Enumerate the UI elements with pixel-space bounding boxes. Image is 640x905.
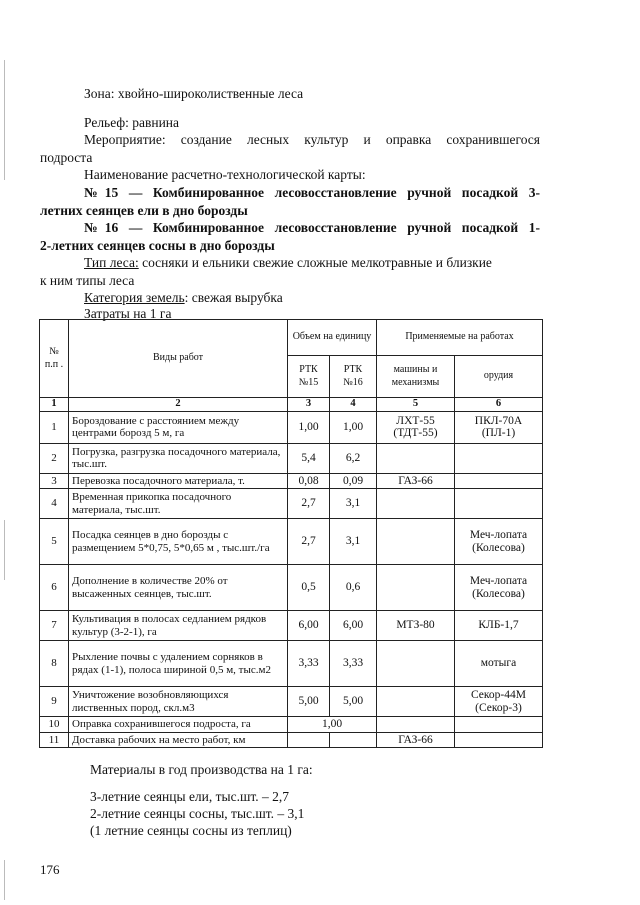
row-rtk16: 0,09	[330, 473, 377, 489]
table-row	[40, 519, 543, 565]
row-number: 10	[40, 717, 69, 733]
column-number-row	[40, 398, 543, 412]
table-row	[40, 443, 543, 473]
column-number: 2	[69, 398, 288, 412]
row-number: 6	[40, 565, 69, 611]
row-rtk15: 6,00	[288, 611, 330, 641]
row-rtk15	[288, 732, 330, 748]
row-tools: Меч-лопата (Колесова)	[455, 519, 543, 565]
header-rtk15: РТК №15	[288, 356, 330, 398]
row-work: Бороздование с расстоянием между центрами борозд 5 м, га	[69, 411, 288, 443]
row-rtk16: 6,2	[330, 443, 377, 473]
row-number: 3	[40, 473, 69, 489]
row-work: Доставка рабочих на место работ, км	[69, 732, 288, 748]
header-applied: Применяемые на работах	[377, 320, 543, 356]
scan-edge-mark	[4, 860, 5, 900]
row-rtk16: 1,00	[330, 411, 377, 443]
forest-type-line-1	[84, 254, 540, 271]
table-row	[40, 687, 543, 717]
row-rtk15: 5,4	[288, 443, 330, 473]
row-machines: МТЗ-80	[377, 611, 455, 641]
row-work: Перевозка посадочного материала, т.	[69, 473, 288, 489]
material-item: (1 летние сеянцы сосны из теплиц)	[90, 823, 292, 838]
row-number: 9	[40, 687, 69, 717]
row-work: Оправка сохранившегося подроста, га	[69, 717, 288, 733]
row-tools	[455, 443, 543, 473]
map16-line-2: 2-летних сеянцев сосны в дно борозды	[40, 238, 275, 253]
row-rtk16: 3,1	[330, 519, 377, 565]
scan-edge-mark	[4, 520, 5, 580]
row-rtk16: 5,00	[330, 687, 377, 717]
land-category-line	[84, 289, 283, 306]
row-rtk15: 0,08	[288, 473, 330, 489]
row-machines	[377, 519, 455, 565]
zone-line: Зона: хвойно-широколиственные леса	[84, 86, 304, 101]
map15-line-2: летних сеянцев ели в дно борозды	[40, 203, 248, 218]
measure-line-2: подроста	[40, 150, 93, 165]
row-work: Рыхление почвы с удалением сорняков в рядах (1-1), полоса шириной 0,5 м, тыс.м2	[69, 641, 288, 687]
row-volume-merged: 1,00	[288, 717, 377, 733]
map15-line-1: №15 — Комбинированное лесовосстановление ручной посадкой 3-	[84, 185, 540, 200]
column-number: 5	[377, 398, 455, 412]
row-tools: Секор-44М (Секор-3)	[455, 687, 543, 717]
row-rtk16: 0,6	[330, 565, 377, 611]
row-number: 7	[40, 611, 69, 641]
map16-line-1: №16 — Комбинированное лесовосстановление ручной посадкой 1-	[84, 220, 540, 235]
row-number: 8	[40, 641, 69, 687]
row-rtk16: 3,1	[330, 489, 377, 519]
row-rtk15: 2,7	[288, 489, 330, 519]
map-name-line: Наименование расчетно-технологической карты:	[84, 167, 366, 182]
row-number: 4	[40, 489, 69, 519]
row-work: Культивация в полосах седланием рядков культур (3-2-1), га	[69, 611, 288, 641]
forest-type-line-2: к ним типы леса	[40, 273, 135, 288]
forest-type-label: Тип леса:	[84, 255, 139, 270]
row-rtk15: 1,00	[288, 411, 330, 443]
scan-edge-mark	[4, 60, 5, 180]
header-machines: машины и механизмы	[377, 356, 455, 398]
header-rtk16: РТК №16	[330, 356, 377, 398]
row-machines	[377, 489, 455, 519]
row-work: Погрузка, разгрузка посадочного материала, тыс.шт.	[69, 443, 288, 473]
row-work: Посадка сеянцев в дно борозды с размещением 5*0,75, 5*0,65 м , тыс.шт./га	[69, 519, 288, 565]
table-row	[40, 411, 543, 443]
land-category-label: Категория земель	[84, 290, 185, 305]
column-number: 3	[288, 398, 330, 412]
row-number: 11	[40, 732, 69, 748]
table-row	[40, 565, 543, 611]
costs-title: Затраты на 1 га	[84, 306, 172, 321]
row-tools: КЛБ-1,7	[455, 611, 543, 641]
row-machines	[377, 687, 455, 717]
header-tools: орудия	[455, 356, 543, 398]
row-machines	[377, 565, 455, 611]
row-rtk15: 2,7	[288, 519, 330, 565]
row-machines: ЛХТ-55 (ТДТ-55)	[377, 411, 455, 443]
row-tools	[455, 732, 543, 748]
table-row	[40, 611, 543, 641]
land-category-text: : свежая вырубка	[184, 290, 283, 305]
measure-line-1: Мероприятие: создание лесных культур и оправка сохранившегося	[84, 132, 540, 147]
row-machines	[377, 717, 455, 733]
header-work-types: Виды работ	[69, 320, 288, 398]
row-rtk16: 6,00	[330, 611, 377, 641]
row-rtk16: 3,33	[330, 641, 377, 687]
header-volume: Объем на единицу	[288, 320, 377, 356]
row-number: 1	[40, 411, 69, 443]
row-rtk15: 0,5	[288, 565, 330, 611]
row-rtk16	[330, 732, 377, 748]
row-tools: Меч-лопата (Колесова)	[455, 565, 543, 611]
table-row	[40, 717, 543, 733]
material-item: 2-летние сеянцы сосны, тыс.шт. – 3,1	[90, 806, 305, 821]
column-number: 6	[455, 398, 543, 412]
forest-type-text: сосняки и ельники свежие сложные мелкотравные и близкие	[138, 255, 492, 270]
relief-line: Рельеф: равнина	[84, 115, 180, 130]
column-number: 1	[40, 398, 69, 412]
row-tools	[455, 489, 543, 519]
row-tools	[455, 473, 543, 489]
material-item: 3-летние сеянцы ели, тыс.шт. – 2,7	[90, 789, 290, 804]
row-machines	[377, 641, 455, 687]
table-row	[40, 641, 543, 687]
table-row	[40, 473, 543, 489]
costs-table	[39, 319, 543, 748]
page-number: 176	[40, 862, 60, 877]
table-header-row	[40, 320, 543, 356]
row-machines: ГАЗ-66	[377, 732, 455, 748]
row-work: Временная прикопка посадочного материала, тыс.шт.	[69, 489, 288, 519]
row-machines	[377, 443, 455, 473]
row-work: Дополнение в количестве 20% от высаженных сеянцев, тыс.шт.	[69, 565, 288, 611]
row-tools: мотыга	[455, 641, 543, 687]
row-tools: ПКЛ-70А (ПЛ-1)	[455, 411, 543, 443]
table-row	[40, 489, 543, 519]
row-machines: ГАЗ-66	[377, 473, 455, 489]
row-rtk15: 3,33	[288, 641, 330, 687]
row-tools	[455, 717, 543, 733]
row-number: 5	[40, 519, 69, 565]
row-work: Уничтожение возобновляющихся лиственных пород, скл.м3	[69, 687, 288, 717]
column-number: 4	[330, 398, 377, 412]
row-rtk15: 5,00	[288, 687, 330, 717]
materials-title: Материалы в год производства на 1 га:	[90, 762, 313, 777]
row-number: 2	[40, 443, 69, 473]
table-row	[40, 732, 543, 748]
header-number: № п.п .	[40, 320, 69, 398]
